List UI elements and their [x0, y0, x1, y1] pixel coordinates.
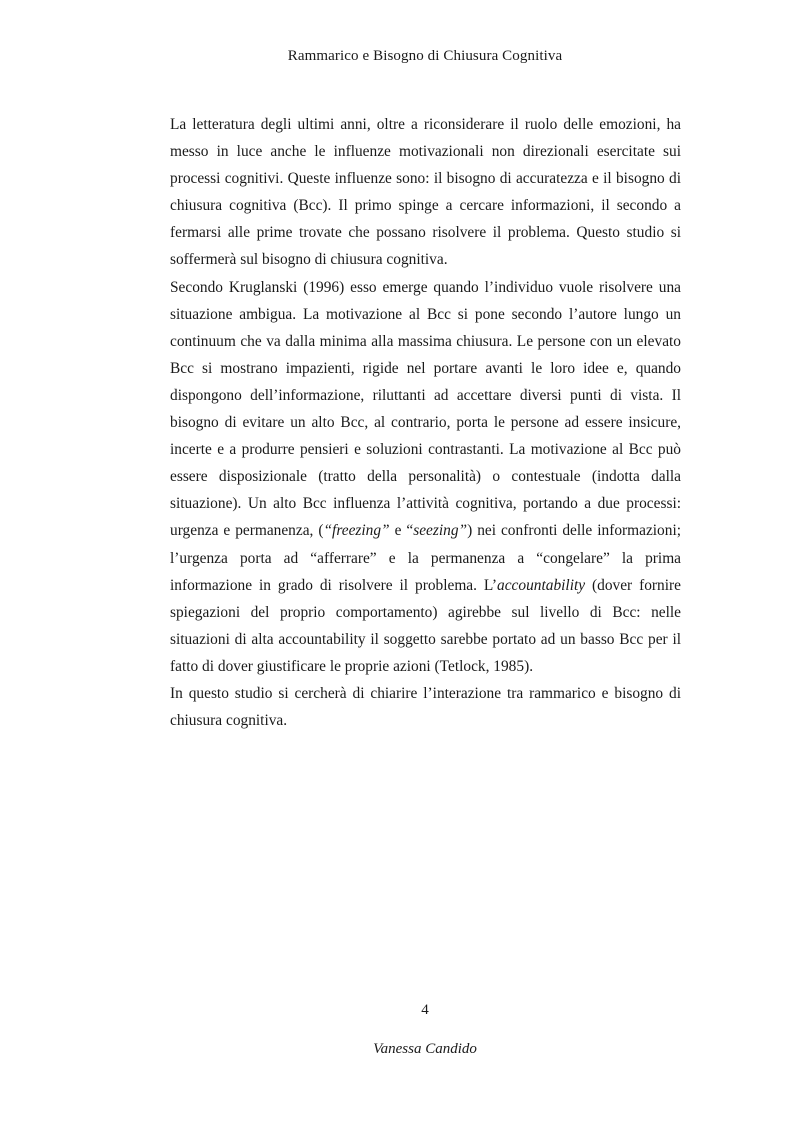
- term-freezing: “freezing”: [323, 522, 390, 540]
- page-number: 4: [421, 1002, 429, 1018]
- paragraph-2-part-3: (dover fornire spiegazioni del proprio comportamento) agirebbe sul livello di Bcc: nelle situazioni di alta accountability il soggetto sarebbe portato ad un basso Bcc per il fatto di dover giustificare le proprie azioni (Tetlock, 1985).: [170, 576, 681, 675]
- paragraph-1: La letteratura degli ultimi anni, oltre a riconsiderare il ruolo delle emozioni, ha messo in luce anche le influenze motivazionali non direzionali esercitate sui processi cognitivi. Queste influenze sono: il bisogno di accuratezza e il bisogno di chiusura cognitiva (Bcc). Il primo spinge a cercare informazioni, il secondo a fermarsi alle prime trovate che possano risolvere il problema. Questo studio si soffermerà sul bisogno di chiusura cognitiva.: [170, 116, 681, 269]
- term-seezing: seezing”: [413, 522, 468, 540]
- paragraph-2-part-2: ) nei confronti delle informazioni; l’urgenza porta ad “afferrare” e la permanenza a “congelare” la prima informazione in grado di risolvere il problema. L’: [170, 522, 682, 594]
- running-header: Rammarico e Bisogno di Chiusura Cognitiva: [287, 48, 563, 64]
- conjunction: e “: [389, 522, 414, 540]
- term-accountability: accountability: [497, 576, 586, 594]
- paragraph-2-part-1: Secondo Kruglanski (1996) esso emerge quando l’individuo vuole risolvere una situazione ambigua. La motivazione al Bcc si pone secondo l’autore lungo un continuum che va dalla minima alla massima chiusura. Le persone con un elevato Bcc si mostrano impazienti, rigide nel portare avanti le loro idee e, quando dispongono dell’informazione, riluttanti ad accettare diversi punti di vista. Il bisogno di evitare un alto Bcc, al contrario, porta le persone ad essere insicure, incerte e a produrre pensieri e soluzioni contrastanti. La motivazione al Bcc può essere disposizionale (tratto della personalità) o contestuale (indotta dalla situazione). Un alto Bcc influenza l’attività cognitiva, portando a due processi: urgenza e permanenza, (: [170, 278, 681, 540]
- body-text: [170, 111, 681, 734]
- paragraph-2: [170, 274, 681, 680]
- author-footer: Vanessa Candido: [373, 1041, 477, 1057]
- paragraph-3: In questo studio si cercherà di chiarire l’interazione tra rammarico e bisogno di chiusura cognitiva.: [170, 684, 681, 730]
